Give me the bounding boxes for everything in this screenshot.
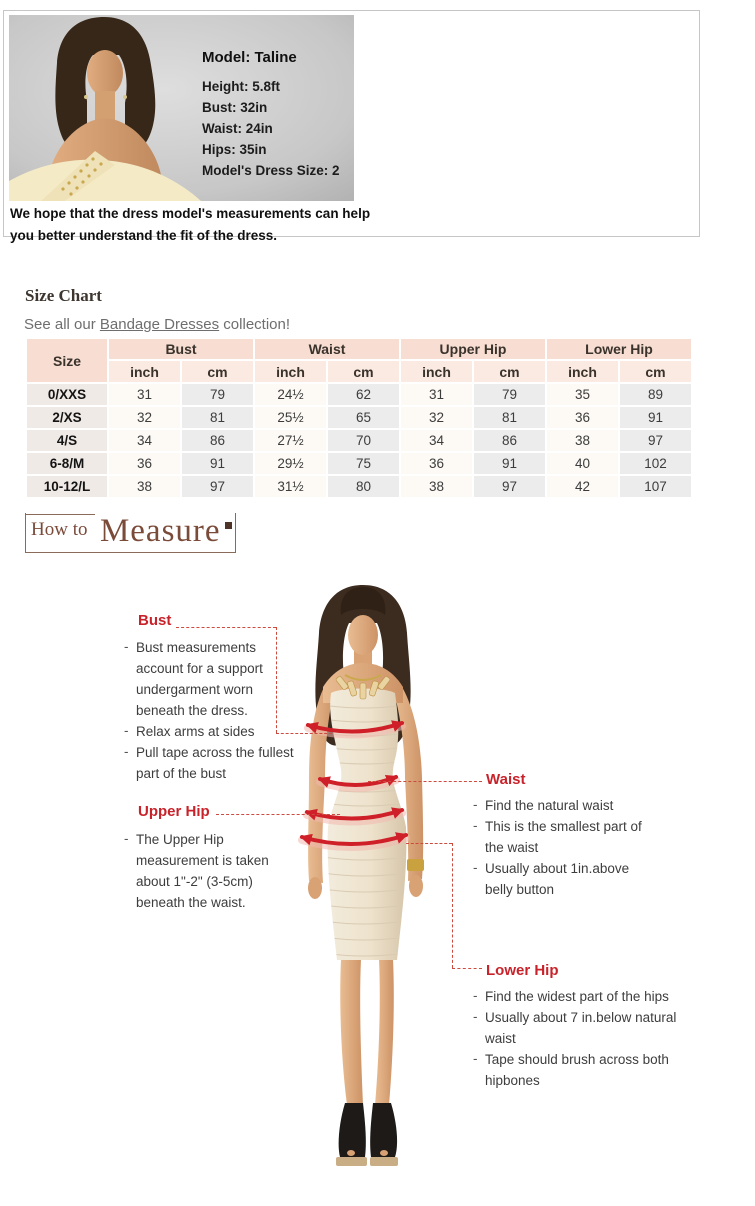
table-cell: 80	[328, 476, 399, 497]
table-cell: 42	[547, 476, 618, 497]
upper-hip-label: Upper Hip	[138, 803, 210, 820]
collection-line	[24, 316, 290, 333]
bandage-dresses-link[interactable]: Bandage Dresses	[99, 316, 220, 333]
lower-hip-connector-line	[452, 968, 482, 969]
table-cell: 65	[328, 407, 399, 428]
table-row	[27, 453, 691, 474]
table-cell: 34	[401, 430, 472, 451]
size-chart-heading: Size Chart	[25, 286, 102, 305]
table-cell: 36	[401, 453, 472, 474]
table-row	[27, 384, 691, 405]
list-item: - Usually about 7 in.below natural waist	[472, 1007, 677, 1049]
table-cell: 31	[401, 384, 472, 405]
collection-suffix: collection!	[219, 316, 291, 333]
unit-header-cell: inch	[547, 361, 618, 382]
model-stat: Hips: 35in	[202, 142, 267, 157]
model-stats	[202, 76, 352, 181]
list-item: - Usually about 1in.above belly button	[472, 858, 660, 900]
figure-left-shoe	[339, 1103, 366, 1157]
unit-header-cell: inch	[401, 361, 472, 382]
model-note-line: you better understand the fit of the dress.	[10, 228, 278, 243]
table-cell: 70	[328, 430, 399, 451]
table-cell: 32	[109, 407, 180, 428]
table-cell: 34	[109, 430, 180, 451]
size-cell: 4/S	[27, 430, 107, 451]
list-item: - Tape should brush across both hipbones	[472, 1049, 677, 1091]
model-stat: Model's Dress Size: 2	[202, 163, 340, 178]
size-column-header: Size	[27, 339, 107, 382]
table-cell: 38	[109, 476, 180, 497]
model-stat: Height: 5.8ft	[202, 79, 281, 94]
list-item: - Find the natural waist	[472, 795, 660, 816]
list-item: - Relax arms at sides	[123, 721, 295, 742]
group-header-cell: Upper Hip	[401, 339, 545, 359]
figure-left-leg	[340, 959, 363, 1105]
table-cell: 75	[328, 453, 399, 474]
list-item: - The Upper Hip measurement is taken about 1"-2" (3-5cm) beneath the waist.	[123, 829, 285, 913]
size-cell: 0/XXS	[27, 384, 107, 405]
model-note	[10, 203, 530, 247]
table-cell: 97	[620, 430, 691, 451]
table-cell: 86	[474, 430, 545, 451]
table-cell: 27½	[255, 430, 326, 451]
table-row	[27, 476, 691, 497]
table-cell: 81	[474, 407, 545, 428]
table-cell: 91	[620, 407, 691, 428]
model-name: Model: Taline	[202, 49, 297, 66]
model-details	[202, 49, 352, 181]
table-cell: 91	[182, 453, 253, 474]
model-photo	[9, 15, 354, 201]
table-cell: 81	[182, 407, 253, 428]
table-row	[27, 407, 691, 428]
square-bullet-icon	[225, 522, 232, 529]
table-cell: 62	[328, 384, 399, 405]
table-cell: 102	[620, 453, 691, 474]
bust-connector-line	[176, 627, 276, 628]
measure-figure	[283, 563, 458, 1188]
size-chart-table	[25, 337, 693, 499]
size-cell: 10-12/L	[27, 476, 107, 497]
list-item: - This is the smallest part of the waist	[472, 816, 660, 858]
upper-hip-connector-line	[216, 814, 340, 815]
group-header-cell: Bust	[109, 339, 253, 359]
unit-header-cell: cm	[474, 361, 545, 382]
table-cell: 97	[182, 476, 253, 497]
table-cell: 36	[547, 407, 618, 428]
collection-prefix: See all our	[24, 316, 100, 333]
unit-header-cell: cm	[182, 361, 253, 382]
model-note-line: We hope that the dress model's measurements can help	[10, 206, 371, 221]
table-row	[27, 430, 691, 451]
lower-hip-connector-line	[406, 843, 452, 844]
size-cell: 6-8/M	[27, 453, 107, 474]
table-cell: 91	[474, 453, 545, 474]
table-cell: 79	[182, 384, 253, 405]
group-header-cell: Lower Hip	[547, 339, 691, 359]
figure-right-leg	[375, 959, 394, 1105]
figure-right-shoe	[370, 1103, 397, 1157]
how-to-measure-box	[25, 513, 236, 553]
table-cell: 38	[401, 476, 472, 497]
waist-tips-list	[472, 795, 660, 900]
table-cell: 25½	[255, 407, 326, 428]
heading-how-to: How to	[26, 514, 95, 541]
table-group-header-row	[27, 339, 691, 359]
table-cell: 35	[547, 384, 618, 405]
lower-hip-label: Lower Hip	[486, 962, 559, 979]
waist-connector-line	[368, 781, 482, 782]
table-unit-header-row	[27, 361, 691, 382]
unit-header-cell: inch	[255, 361, 326, 382]
heading-measure: Measure	[99, 513, 221, 549]
size-cell: 2/XS	[27, 407, 107, 428]
unit-header-cell: cm	[620, 361, 691, 382]
table-cell: 36	[109, 453, 180, 474]
bust-label: Bust	[138, 612, 172, 629]
table-cell: 31½	[255, 476, 326, 497]
lower-hip-tips-list	[472, 986, 677, 1091]
unit-header-cell: cm	[328, 361, 399, 382]
waist-label: Waist	[486, 771, 526, 788]
table-cell: 107	[620, 476, 691, 497]
table-cell: 24½	[255, 384, 326, 405]
table-cell: 79	[474, 384, 545, 405]
list-item: - Find the widest part of the hips	[472, 986, 677, 1007]
model-info-box	[3, 10, 700, 243]
table-cell: 29½	[255, 453, 326, 474]
table-cell: 31	[109, 384, 180, 405]
how-to-measure-heading	[25, 513, 236, 553]
upper-hip-tips-list	[123, 829, 285, 913]
measure-figure-image	[283, 563, 458, 1188]
model-stat: Waist: 24in	[202, 121, 273, 136]
table-cell: 97	[474, 476, 545, 497]
table-cell: 89	[620, 384, 691, 405]
unit-header-cell: inch	[109, 361, 180, 382]
model-stat: Bust: 32in	[202, 100, 268, 115]
bust-tips-list	[123, 637, 295, 784]
lower-hip-connector-line	[452, 843, 453, 968]
table-cell: 40	[547, 453, 618, 474]
list-item: - Pull tape across the fullest part of the bust	[123, 742, 295, 784]
table-cell: 86	[182, 430, 253, 451]
table-cell: 32	[401, 407, 472, 428]
table-cell: 38	[547, 430, 618, 451]
group-header-cell: Waist	[255, 339, 399, 359]
list-item: - Bust measurements account for a support undergarment worn beneath the dress.	[123, 637, 295, 721]
figure-cuff-bracelet	[407, 859, 424, 871]
